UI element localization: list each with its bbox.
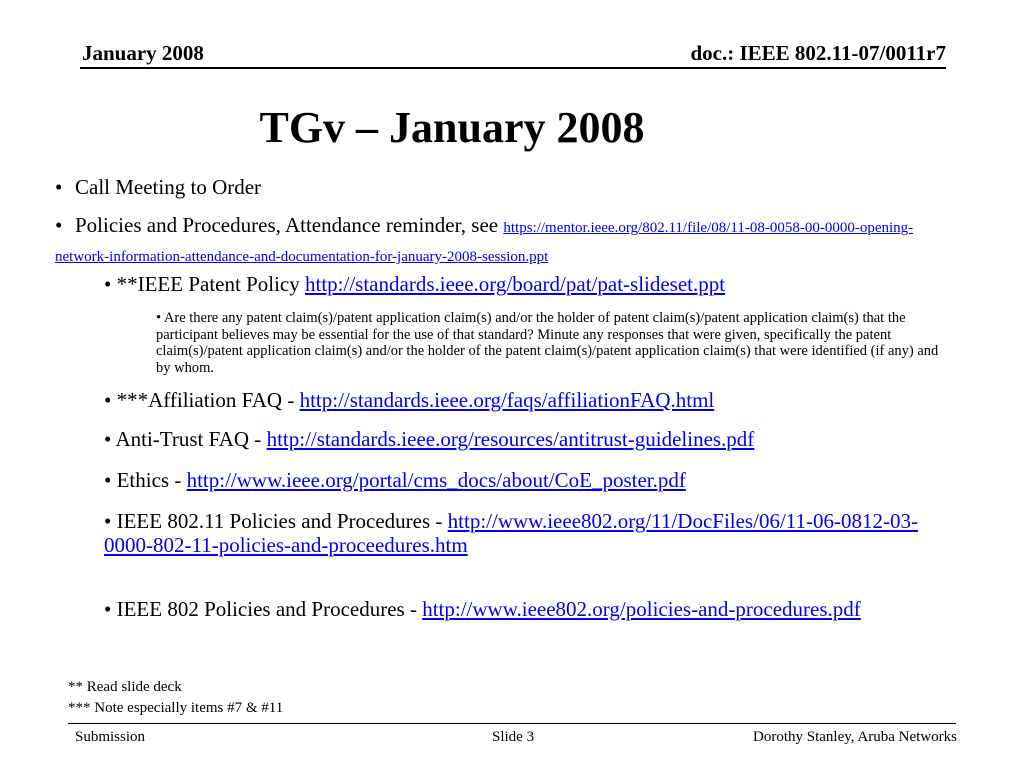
attendance-link[interactable]: https://mentor.ieee.org/802.11/file/08/11-08-0058-00-0000-opening-network-information-attendance-and-documentation-for-january-2008-session.ppt [55,220,914,265]
note-read-slide-deck: ** Read slide deck [68,679,182,695]
ethics-text: • Ethics - [104,468,182,492]
sub-bullet-patent [104,272,725,296]
bullet-policies [55,212,945,270]
footer-divider [68,723,956,724]
bullet-policies-text: Policies and Procedures, Attendance reminder, see [75,213,499,237]
sub-bullet-affiliation [104,388,714,412]
ethics-link[interactable]: http://www.ieee.org/portal/cms_docs/about/CoE_poster.pdf [186,468,686,492]
footer-slide-number: Slide 3 [492,729,535,745]
header-doc-id: doc.: IEEE 802.11-07/0011r7 [690,41,946,65]
slide-title: TGv – January 2008 [259,103,645,152]
affiliation-faq-link[interactable]: http://standards.ieee.org/faqs/affiliationFAQ.html [299,388,715,412]
pp-802-link[interactable]: http://www.ieee802.org/policies-and-procedures.pdf [422,597,861,621]
footer-submission: Submission [75,729,146,745]
sub-bullet-ethics [104,468,686,492]
sub-bullet-80211-policies [104,509,919,557]
antitrust-faq-link[interactable]: http://standards.ieee.org/resources/antitrust-guidelines.pdf [266,427,755,451]
pp-80211-text: • IEEE 802.11 Policies and Procedures - [104,509,443,533]
antitrust-text: • Anti-Trust FAQ - [104,427,262,451]
header-date: January 2008 [82,41,204,65]
patent-question: • Are there any patent claim(s)/patent application claim(s) and/or the holder of patent claim(s)/patent application claim(s) that the participant believes may be essential for the use of that standard? Minute any responses that were given, specifically the patent claim(s)/patent application claim(s) and/or the holder of the patent claim(s)/patent application claim(s) that were identified (if any) and by whom. [156,310,939,376]
header-divider [80,67,946,69]
bullet-call-meeting [55,174,261,200]
sub-bullet-802-policies [104,597,919,621]
pp-802-text: • IEEE 802 Policies and Procedures - [104,597,417,621]
bullet-dot-icon: • [55,175,63,199]
note-items: *** Note especially items #7 & #11 [68,700,284,716]
patent-text: • **IEEE Patent Policy [104,272,300,296]
affiliation-text: • ***Affiliation FAQ - [104,388,295,412]
footer-author: Dorothy Stanley, Aruba Networks [753,729,957,745]
pp-80211-link[interactable]: http://www.ieee802.org/11/DocFiles/06/11-06-0812-03-0000-802-11-policies-and-proceedures.htm [104,509,918,557]
bullet-dot-icon: • [55,213,63,237]
sub-bullet-antitrust [104,427,754,451]
bullet-call-meeting-text: Call Meeting to Order [75,175,262,199]
patent-policy-link[interactable]: http://standards.ieee.org/board/pat/pat-slideset.ppt [305,272,726,296]
